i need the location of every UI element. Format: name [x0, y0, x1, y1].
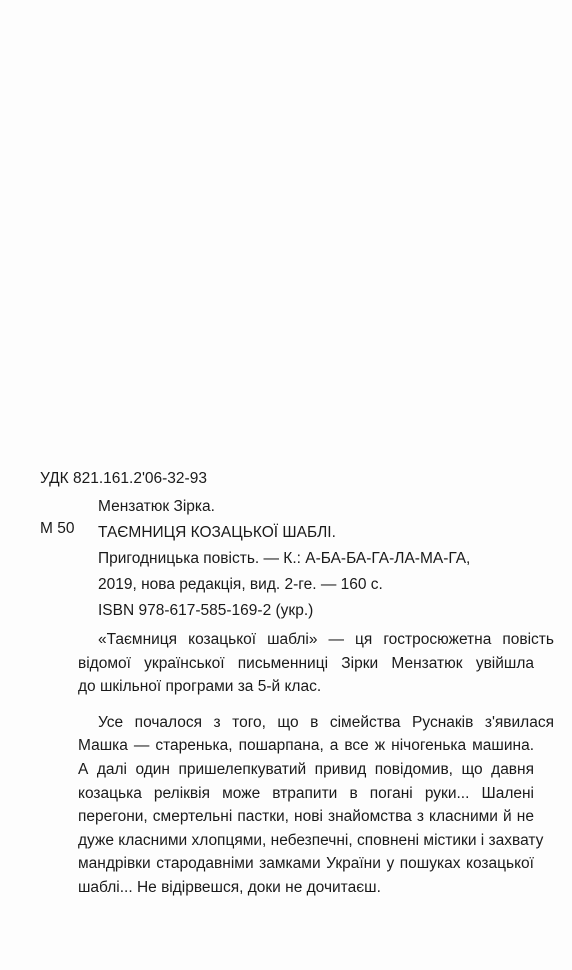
text-line: «Таємниця козацької шаблі» — ця гостросюжетна повість [98, 631, 554, 648]
book-title: ТАЄМНИЦЯ КОЗАЦЬКОЇ ШАБЛІ. [98, 524, 336, 541]
genre-publisher: Пригодницька повість. — К.: А-БА-БА-ГА-ЛА-МА-ГА, [98, 550, 471, 567]
text-line: до шкільної програми за 5-й клас. [78, 678, 322, 696]
text-line: козацька реліквія може втрапити в погані руки... Шалені [78, 784, 534, 802]
annotation-paragraph [78, 711, 554, 900]
text-line: перегони, смертельні пастки, нові знайомства з класними й не [78, 808, 534, 826]
annotation [78, 628, 554, 900]
text-line: шаблі... Не відірвешся, доки не дочитаєш. [78, 878, 381, 896]
text-line: відомої української письменниці Зірки Мензатюк увійшла [78, 654, 534, 672]
text-line: А далі один пришелепкуватий привид повідомив, що давня [78, 760, 534, 778]
text-line: Усе почалося з того, що в сімейства Руснаків з'явилася [98, 713, 554, 731]
bibliographic-description [98, 494, 538, 624]
author-name: Мензатюк Зірка. [98, 498, 215, 515]
isbn: ISBN 978-617-585-169-2 (укр.) [98, 602, 314, 619]
text-line: дуже класними хлопцями, небезпечні, сповнені містики і захвату [78, 831, 544, 849]
author-mark: М 50 [40, 520, 75, 537]
text-line: мандрівки стародавніми замками України у пошуках козацької [78, 855, 534, 873]
text-line: Машка — старенька, пошарпана, а все ж нічогенька машина. [78, 737, 534, 755]
udk-code: УДК 821.161.2'06-32-93 [40, 470, 207, 487]
annotation-paragraph [78, 628, 554, 699]
year-edition-pages: 2019, нова редакція, вид. 2-ге. — 160 с. [98, 576, 383, 593]
